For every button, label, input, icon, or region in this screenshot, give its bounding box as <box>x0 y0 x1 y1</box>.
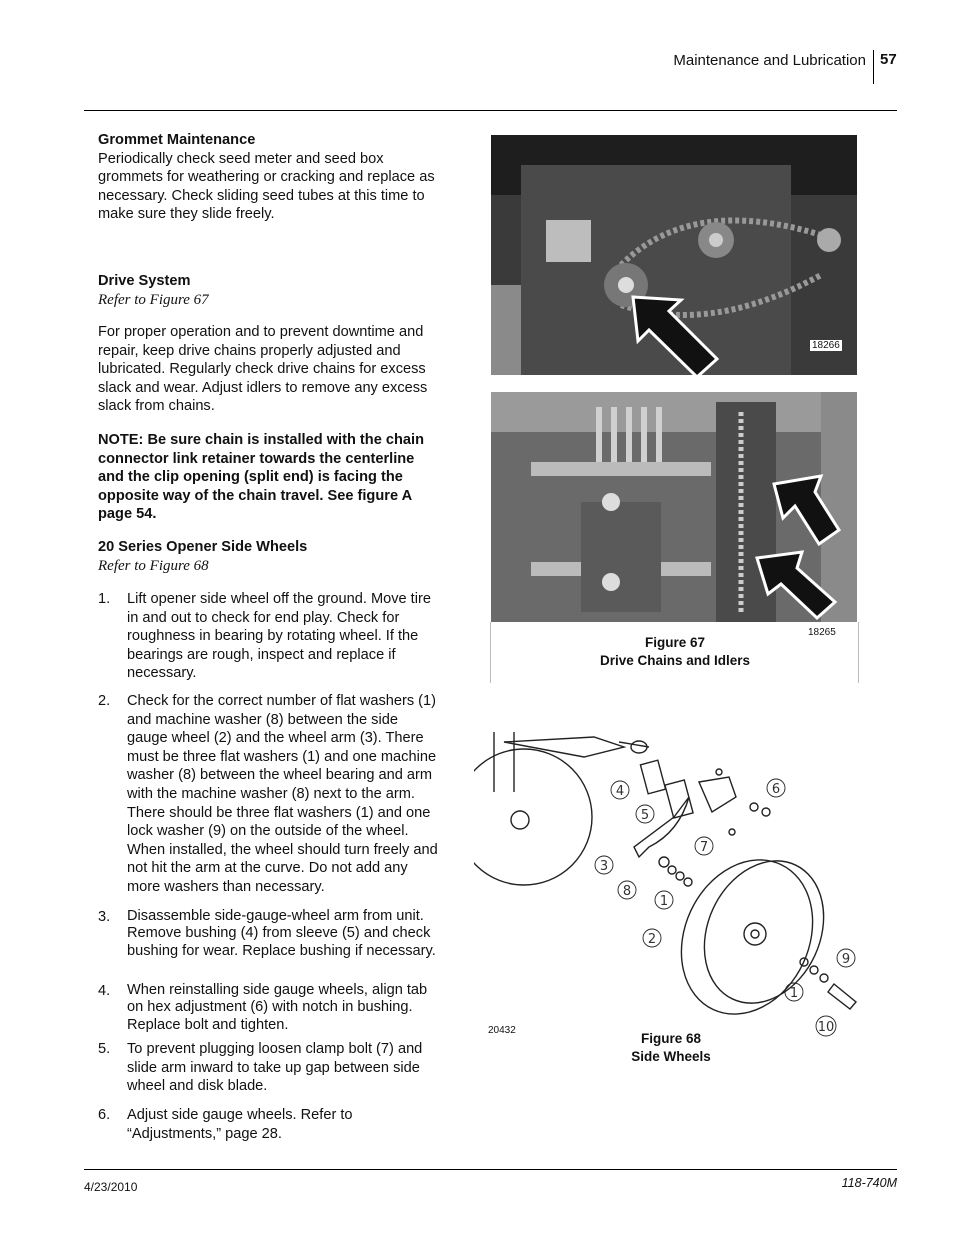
page-number: 57 <box>880 51 897 68</box>
drive-ref: Refer to Figure 67 <box>98 291 209 308</box>
callout-8: 8 <box>622 884 632 899</box>
header-separator <box>873 50 874 84</box>
callout-10: 10 <box>817 1020 835 1035</box>
photo-id-18266: 18266 <box>812 340 840 351</box>
callout-5: 5 <box>640 808 650 823</box>
header-rule <box>84 110 897 111</box>
drive-chain-photo-2 <box>491 392 857 622</box>
grommet-section <box>98 131 438 224</box>
callout-2: 2 <box>647 932 657 947</box>
drive-chain-photo-1 <box>491 135 857 375</box>
grommet-heading: Grommet Maintenance <box>98 132 256 148</box>
grommet-body: Periodically check seed meter and seed box grommets for weathering or cracking and replace as necessary. Check sliding seed tubes at this time to make sure they slide freely. <box>98 150 435 223</box>
list-item: 5. To prevent plugging loosen clamp bolt (7) and slide arm inward to take up gap between side wheel and disk blade. <box>98 1041 423 1095</box>
list-item: 2. Check for the correct number of flat washers (1) and machine washer (8) between the side gauge wheel (2) and the wheel arm (3). There must be three flat washers (1) and one machine washer (8) between the wheel bearing and arm with the machine washer (8) next to the arm. There should be three flat washers (1) and one lock washer (9) on the outside of the wheel. When installed, the wheel should turn freely and not hit the arm at the curve. Do not add any more washers than necessary. <box>98 693 438 895</box>
callout-1-outer: 1 <box>789 986 799 1001</box>
footer-date: 4/23/2010 <box>84 1180 138 1194</box>
header-section-title: Maintenance and Lubrication <box>673 52 866 69</box>
diagram-id-20432: 20432 <box>488 1025 516 1036</box>
list-item: 3. Disassemble side-gauge-wheel arm from unit. Remove bushing (4) from sleeve (5) and check bushing for wear. Replace bushing if necessary. <box>98 908 436 959</box>
side-wheel-diagram <box>474 722 870 1044</box>
callout-6: 6 <box>771 782 781 797</box>
footer-doc-number: 118-740M <box>841 1176 897 1190</box>
callout-3: 3 <box>599 859 609 874</box>
drive-section <box>98 272 438 309</box>
callout-4: 4 <box>615 784 625 799</box>
list-item: 6. Adjust side gauge wheels. Refer to “Adjustments,” page 28. <box>98 1107 353 1142</box>
opener-section <box>98 538 438 575</box>
figure-68-caption: Figure 68 Side Wheels <box>631 1031 711 1064</box>
opener-heading: 20 Series Opener Side Wheels <box>98 539 308 555</box>
figure-67-caption: Figure 67 Drive Chains and Idlers <box>599 635 751 668</box>
list-item: 1. Lift opener side wheel off the ground. Move tire in and out to check for end play. Check for roughness in bearing by rotating wheel. If the bearings are rough, inspect and replace if necessary. <box>98 591 431 682</box>
footer-rule <box>84 1169 897 1170</box>
drive-heading: Drive System <box>98 273 191 289</box>
callout-1: 1 <box>659 894 669 909</box>
opener-ref: Refer to Figure 68 <box>98 557 209 574</box>
drive-body: For proper operation and to prevent downtime and repair, keep drive chains properly adjusted and lubricated. Regularly check drive chains for excess slack and wear. Adjust idlers to remove any excess slack from chains. <box>98 324 428 415</box>
list-item: 4. When reinstalling side gauge wheels, align tab on hex adjustment (6) with notch in bushing. Replace bolt and tighten. <box>98 982 428 1033</box>
callout-9: 9 <box>841 952 851 967</box>
photo-id-18265: 18265 <box>808 627 836 638</box>
callout-7: 7 <box>699 840 709 855</box>
drive-note: NOTE: Be sure chain is installed with the chain connector link retainer towards the centerline and the clip opening (split end) is facing the opposite way of the chain travel. See figure A page 54. <box>98 432 424 523</box>
